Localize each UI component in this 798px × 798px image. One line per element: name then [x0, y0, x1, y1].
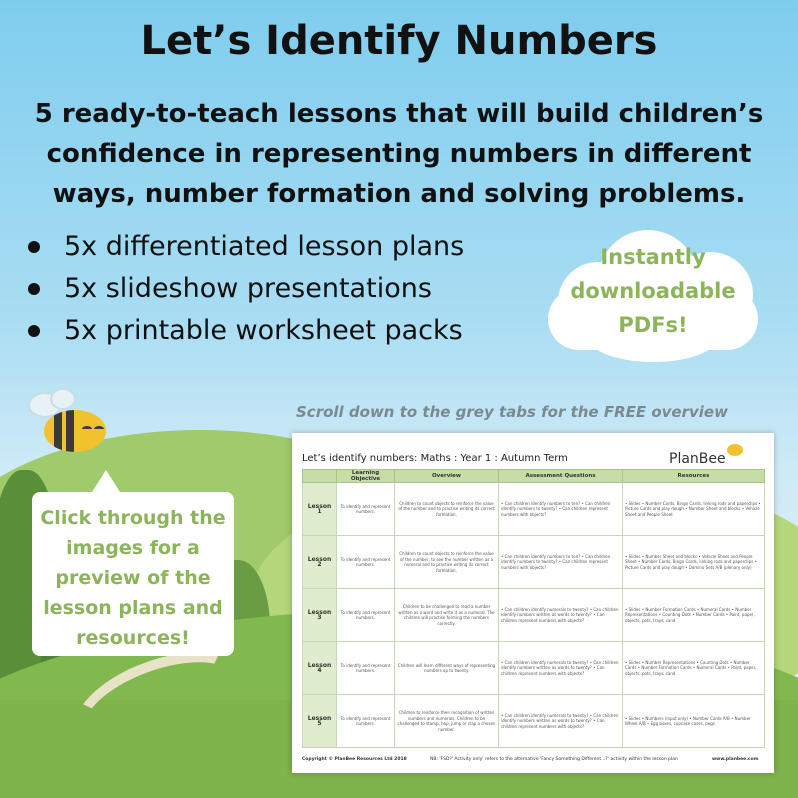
- cloud-text: Instantly downloadable PDFs!: [570, 245, 736, 337]
- table-header: Resources: [623, 470, 765, 483]
- feature-list: [28, 226, 464, 352]
- bullet-icon: [28, 325, 40, 337]
- bee-icon: [22, 388, 112, 458]
- table-row: Lesson 1 To identify and represent numbers. Children to count objects to reinforce the value of the number and to practise writing its correct formation. • Can children identify numbers to ten? • Can children identify numbers to twenty? • Can children represent numbers with objects? • Slides • Number Cards, Bingo Cards, linking rods and paperclips • Picture Cards and play dough • Number Sheet and blocks • Vehicle Sheet and People Sheet: [303, 483, 765, 536]
- feature-item: 5x printable worksheet packs: [28, 310, 464, 352]
- table-row: Lesson 5 To identify and represent numbers. Children to reinforce their recognition of written numbers and numerals. Children to be challenged to stamp, hop, jump or clap a chosen number. • Can children identify numerals to twenty? • Can children identify numbers written as words to twenty? • Can children represent numbers with objects? • Slides • Numbers (input only) • Number Cards A/B • Number Wheel A/B • Egg boxes, cupcake cases, pegs: [303, 695, 765, 748]
- bullet-icon: [28, 283, 40, 295]
- table-header: [303, 470, 337, 483]
- doc-website: www.planbee.com: [712, 757, 759, 762]
- callout-text: Click through the images for a preview of the lesson plans and resources!: [40, 507, 226, 649]
- planbee-logo: PlanBee: [669, 451, 726, 467]
- feature-item: 5x slideshow presentations: [28, 268, 464, 310]
- lesson-table: [302, 469, 765, 748]
- table-header: Learning Objective: [337, 470, 395, 483]
- feature-item: 5x differentiated lesson plans: [28, 226, 464, 268]
- table-row: Lesson 4 To identify and represent numbers. Children will learn different ways of representing numbers up to twenty. • Can children identify numerals to twenty? • Can children identify numbers written as words to twenty? • Can children represent numbers with objects? • Slides • Number Representations • Counting Dots • Number Cards • Number Formation Cards • Numeral Cards • Paint, paper, objects, pots, trays, sand: [303, 642, 765, 695]
- logo-bee-icon: [727, 444, 743, 456]
- table-row: Lesson 2 To identify and represent numbers. Children to count objects to reinforce the value of the number, to see the number written as a numeral and to practise writing its correct formation. • Can children identify numbers to ten? • Can children identify numbers to twenty? • Can children represent numbers with objects? • Slides • Number Sheet and blocks • Vehicle Sheet and People Sheet • Number Cards, Bingo Cards, linking rods and paperclips • Picture Cards and play dough • Domino Sets A/B (plenary only): [303, 536, 765, 589]
- doc-footnote: NB: 'FSD?' Activity only' refers to the alternative 'Fancy Something Different...?' activity within the lesson plan: [430, 757, 678, 762]
- table-header: Overview: [395, 470, 499, 483]
- table-header: Assessment Questions: [499, 470, 623, 483]
- page-subtitle: 5 ready-to-teach lessons that will build children’s confidence in representing numbers in different ways, number formation and solving problems.: [34, 99, 764, 209]
- scroll-hint: Scroll down to the grey tabs for the FREE overview: [296, 403, 728, 421]
- lesson-plan-preview[interactable]: [292, 433, 774, 773]
- doc-title: Let’s identify numbers: Maths : Year 1 : Autumn Term: [302, 453, 568, 464]
- table-row: Lesson 3 To identify and represent numbers. Children to be challenged to read a number written as a word and write it as a numeral. The children will practise forming the numbers correctly. • Can children identify numerals to twenty? • Can children identify numbers written as words to twenty? • Can children represent numbers with objects? • Slides • Number Formation Cards • Numeral Cards • Number Representations • Counting Dots • Number Cards • Paint, paper, objects, pots, trays, sand: [303, 589, 765, 642]
- page-title: Let’s Identify Numbers: [140, 18, 658, 64]
- bullet-icon: [28, 241, 40, 253]
- doc-copyright: Copyright © PlanBee Resources Ltd 2018: [302, 757, 407, 762]
